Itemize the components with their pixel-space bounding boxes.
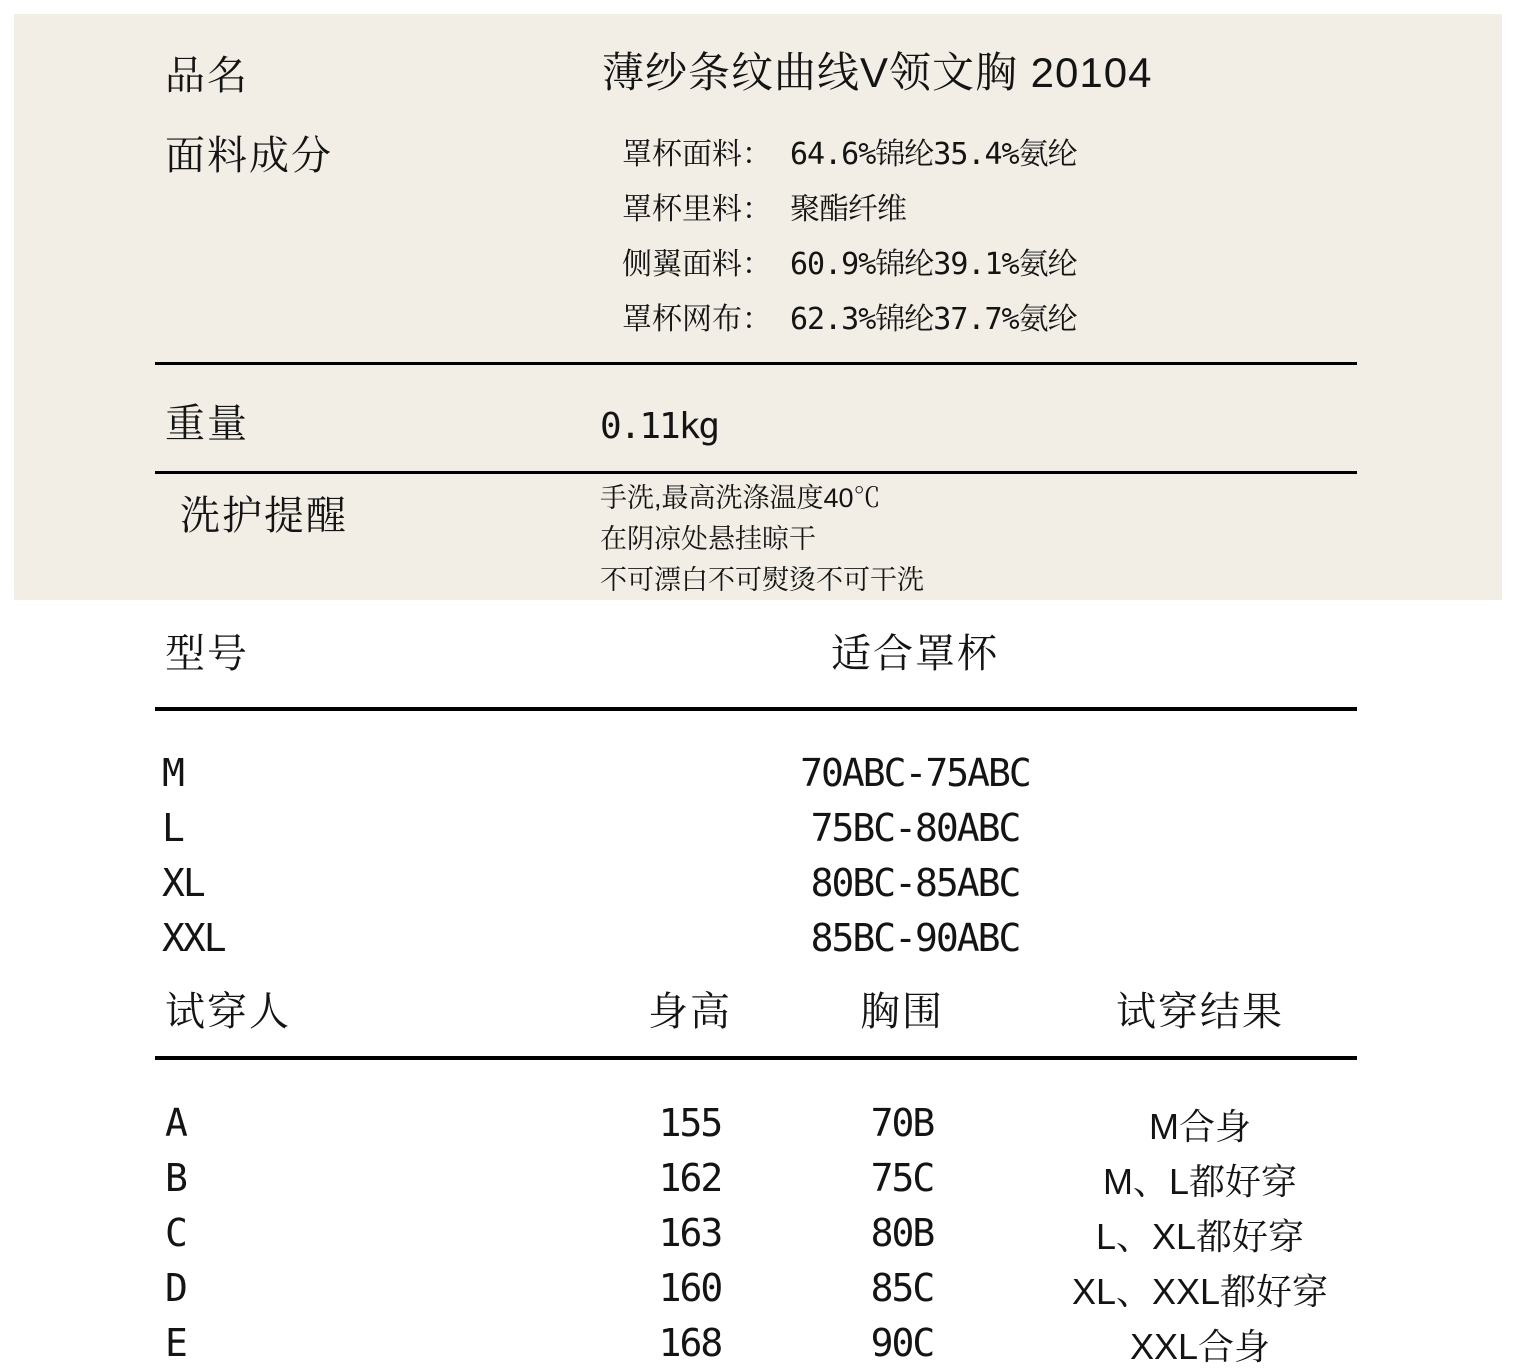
fabric-row	[622, 248, 1077, 281]
care-line: 在阴凉处悬挂晾干	[600, 524, 816, 554]
fitting-row-person: B	[165, 1156, 186, 1200]
fitting-row-person: A	[165, 1101, 186, 1145]
size-row-cups: 85BC-90ABC	[810, 916, 1020, 960]
fabric-row-label: 罩杯网布：	[622, 303, 772, 336]
fitting-row-bust: 90C	[870, 1321, 934, 1365]
fabric-row-value: 64.6%锦纶35.4%氨纶	[790, 137, 1077, 172]
care-label: 洗护提醒	[180, 494, 348, 538]
fitting-row-person: D	[165, 1266, 186, 1310]
size-row-model: XXL	[162, 916, 225, 960]
size-row-model: XL	[162, 861, 204, 905]
fitting-row-result: L、XL都好穿	[1095, 1216, 1305, 1257]
size-row-model: L	[162, 806, 183, 850]
size-row-cups: 75BC-80ABC	[810, 806, 1020, 850]
fitting-row-height: 168	[658, 1321, 722, 1365]
fabric-row-value: 60.9%锦纶39.1%氨纶	[790, 247, 1077, 282]
fitting-row-bust: 70B	[870, 1101, 934, 1145]
fitting-row-bust: 85C	[870, 1266, 934, 1310]
fitting-row-person: E	[165, 1321, 186, 1365]
care-line: 不可漂白不可熨烫不可干洗	[600, 565, 924, 595]
fabric-row-label: 罩杯面料：	[622, 138, 772, 171]
fabric-row-label: 侧翼面料：	[622, 248, 772, 281]
size-row-model: M	[162, 751, 183, 795]
divider-line	[155, 1056, 1357, 1060]
care-line: 手洗,最高洗涤温度40℃	[600, 483, 881, 513]
fabric-row	[622, 303, 1077, 336]
fitting-person-header: 试穿人	[165, 990, 291, 1034]
fitting-row-height: 155	[658, 1101, 722, 1145]
size-cup-header: 适合罩杯	[831, 632, 999, 676]
size-model-header: 型号	[165, 632, 249, 676]
weight-label: 重量	[165, 402, 249, 446]
fitting-row-result: XL、XXL都好穿	[1071, 1271, 1329, 1312]
fabric-section-label: 面料成分	[165, 134, 333, 178]
fitting-row-bust: 75C	[870, 1156, 934, 1200]
divider-line	[155, 471, 1357, 474]
size-row-cups: 70ABC-75ABC	[800, 751, 1030, 795]
fitting-row-height: 163	[658, 1211, 722, 1255]
fitting-row-bust: 80B	[870, 1211, 934, 1255]
size-row-cups: 80BC-85ABC	[810, 861, 1020, 905]
fitting-row-person: C	[165, 1211, 186, 1255]
fitting-height-header: 身高	[648, 990, 732, 1034]
weight-value: 0.11kg	[600, 406, 719, 447]
fabric-row-label: 罩杯里料：	[622, 193, 772, 226]
product-name-label: 品名	[165, 54, 249, 98]
fabric-row-value: 聚酯纤维	[790, 192, 906, 227]
fitting-row-result: M合身	[1149, 1106, 1251, 1147]
fitting-row-result: XXL合身	[1129, 1326, 1271, 1367]
product-name-value: 薄纱条纹曲线V领文胸 20104	[602, 49, 1153, 96]
fabric-row-value: 62.3%锦纶37.7%氨纶	[790, 302, 1077, 337]
divider-line	[155, 362, 1357, 365]
fabric-row	[622, 193, 906, 226]
fitting-row-result: M、L都好穿	[1102, 1161, 1297, 1202]
fitting-row-height: 160	[658, 1266, 722, 1310]
divider-line	[155, 707, 1357, 711]
fabric-row	[622, 138, 1077, 171]
fitting-row-height: 162	[658, 1156, 722, 1200]
fitting-bust-header: 胸围	[860, 990, 944, 1034]
fitting-result-header: 试穿结果	[1116, 990, 1284, 1034]
